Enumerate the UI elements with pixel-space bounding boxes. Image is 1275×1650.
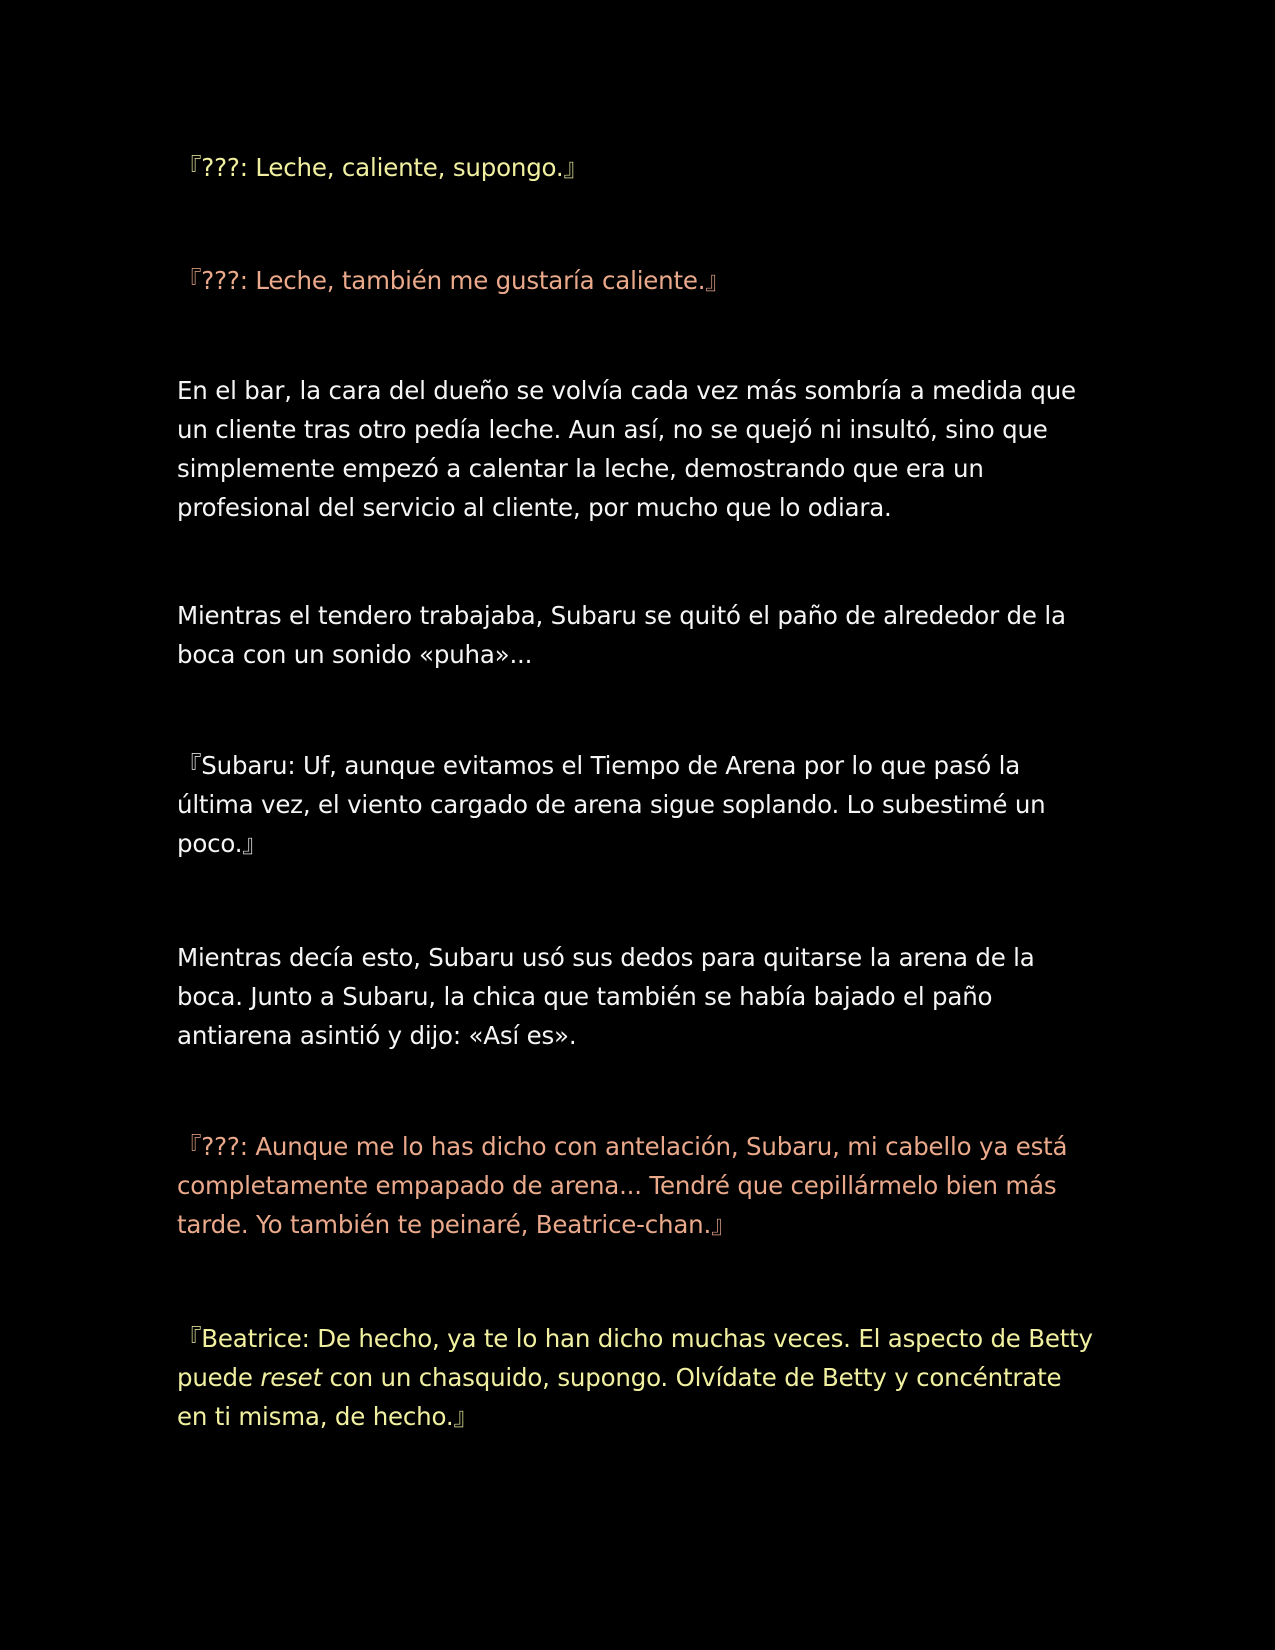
- narration-bar-owner: En el bar, la cara del dueño se volvía cada vez más sombría a medida que un cliente tras otro pedía leche. Aun así, no se quejó ni insultó, sino que simplemente empezó a calentar la leche, demostrando que era un profesional del servicio al cliente, por mucho que lo odiara.: [177, 376, 1076, 522]
- dialogue-beatrice-text-end: con un chasquido, supongo. Olvídate de Betty y concéntrate en ti misma, de hecho.』: [177, 1363, 1062, 1431]
- dialogue-emilia-milk: 『???: Leche, también me gustaría caliente.』: [177, 266, 730, 295]
- dialogue-subaru-sand-wind: 『Subaru: Uf, aunque evitamos el Tiempo de Arena por lo que pasó la última vez, el viento cargado de arena sigue soplando. Lo subestimé un poco.』: [177, 751, 1046, 858]
- narration-subaru-fingers: Mientras decía esto, Subaru usó sus dedos para quitarse la arena de la boca. Junto a Subaru, la chica que también se había bajado el paño antiarena asintió y dijo: «Así es».: [177, 943, 1035, 1050]
- dialogue-beatrice-reset: [177, 1319, 1097, 1436]
- narration-subaru-cloth: Mientras el tendero trabajaba, Subaru se quitó el paño de alrededor de la boca con un sonido «puha»...: [177, 601, 1066, 669]
- dialogue-beatrice-milk: 『???: Leche, caliente, supongo.』: [177, 153, 588, 182]
- dialogue-beatrice-text-start: 『Beatrice: De hecho, ya te lo han dicho muchas veces. El aspecto de Betty puede: [177, 1324, 1093, 1392]
- dialogue-beatrice-emphasis: reset: [260, 1363, 322, 1392]
- dialogue-emilia-hair: 『???: Aunque me lo has dicho con antelación, Subaru, mi cabello ya está completamente empapado de arena... Tendré que cepillármelo bien más tarde. Yo también te peinaré, Beatrice-chan.』: [177, 1132, 1068, 1239]
